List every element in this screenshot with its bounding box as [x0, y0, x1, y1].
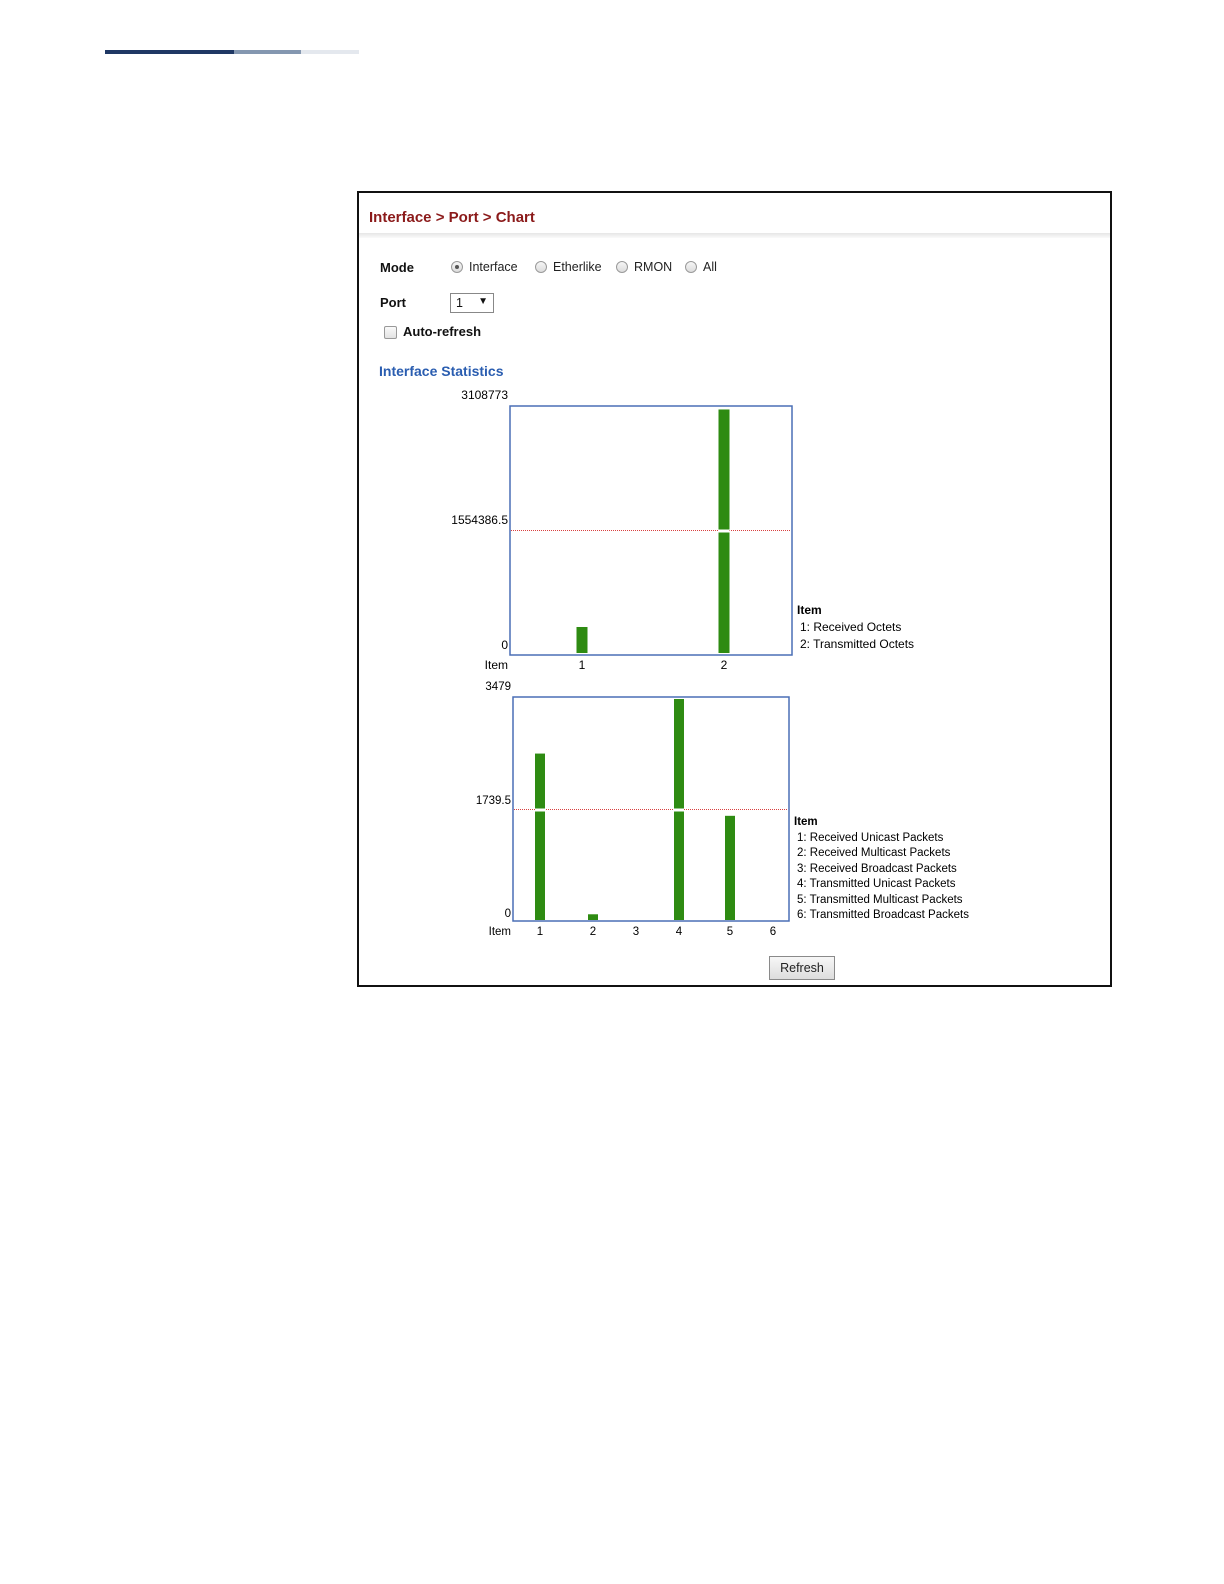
- x-axis-label: Item: [484, 658, 508, 672]
- bar-2: [588, 914, 598, 920]
- x-tick-label: 1: [536, 926, 544, 938]
- chart-panel: [357, 191, 1112, 987]
- mode-option-label: Interface: [469, 260, 518, 274]
- x-tick-label: 4: [675, 926, 683, 938]
- bar-1: [577, 627, 588, 653]
- mode-radio-etherlike[interactable]: [535, 260, 602, 274]
- auto-refresh-label[interactable]: Auto-refresh: [403, 324, 482, 339]
- radio-icon[interactable]: [616, 261, 628, 273]
- x-tick-label: 3: [632, 926, 640, 938]
- port-label: Port: [380, 295, 406, 310]
- port-select-value: 1: [456, 296, 463, 310]
- x-tick-label: 1: [578, 658, 586, 672]
- radio-selected-icon[interactable]: [451, 261, 463, 273]
- mode-label: Mode: [380, 260, 414, 275]
- y-tick-label: 3108773: [461, 388, 508, 402]
- bar-midline-gap: [719, 530, 730, 533]
- legend-item: 2: Received Multicast Packets: [797, 847, 951, 859]
- bar-midline-gap: [535, 809, 545, 812]
- auto-refresh-checkbox[interactable]: [384, 326, 397, 339]
- section-title: Interface Statistics: [379, 363, 504, 379]
- octets-chart: [429, 385, 949, 675]
- mode-radio-interface[interactable]: [451, 260, 518, 274]
- y-tick-label: 1554386.5: [451, 513, 508, 527]
- radio-icon[interactable]: [535, 261, 547, 273]
- x-tick-label: 2: [589, 926, 597, 938]
- mode-option-label: Etherlike: [553, 260, 602, 274]
- y-tick-label: 0: [504, 908, 511, 920]
- chevron-down-icon[interactable]: ▼: [478, 296, 488, 307]
- breadcrumb: Interface > Port > Chart: [369, 209, 535, 226]
- y-tick-label: 0: [501, 638, 508, 652]
- mode-radio-rmon[interactable]: [616, 260, 672, 274]
- x-axis-label: Item: [488, 926, 511, 938]
- bar-midline-gap: [674, 809, 684, 812]
- page-header-rule: [105, 50, 359, 54]
- mode-radio-all[interactable]: [685, 260, 717, 274]
- port-select[interactable]: [450, 293, 494, 313]
- radio-icon[interactable]: [685, 261, 697, 273]
- x-tick-label: 5: [726, 926, 734, 938]
- legend-item: 5: Transmitted Multicast Packets: [797, 894, 963, 906]
- bar-1: [535, 754, 545, 920]
- legend-item: 4: Transmitted Unicast Packets: [797, 878, 956, 890]
- packets-chart: [429, 676, 989, 941]
- refresh-button[interactable]: Refresh: [769, 956, 835, 980]
- mode-option-label: All: [703, 260, 717, 274]
- legend-title: Item: [794, 816, 818, 828]
- legend-item: 6: Transmitted Broadcast Packets: [797, 909, 969, 921]
- y-tick-label: 1739.5: [475, 795, 511, 807]
- y-tick-label: 3479: [485, 681, 511, 693]
- x-tick-label: 2: [720, 658, 728, 672]
- legend-title: Item: [797, 603, 822, 617]
- bar-5: [725, 816, 735, 920]
- x-tick-label: 6: [769, 926, 777, 938]
- legend-item: 3: Received Broadcast Packets: [797, 863, 957, 875]
- mode-option-label: RMON: [634, 260, 673, 274]
- legend-item: 2: Transmitted Octets: [800, 637, 915, 651]
- legend-item: 1: Received Octets: [800, 620, 902, 634]
- breadcrumb-divider: [359, 233, 1110, 238]
- legend-item: 1: Received Unicast Packets: [797, 832, 944, 844]
